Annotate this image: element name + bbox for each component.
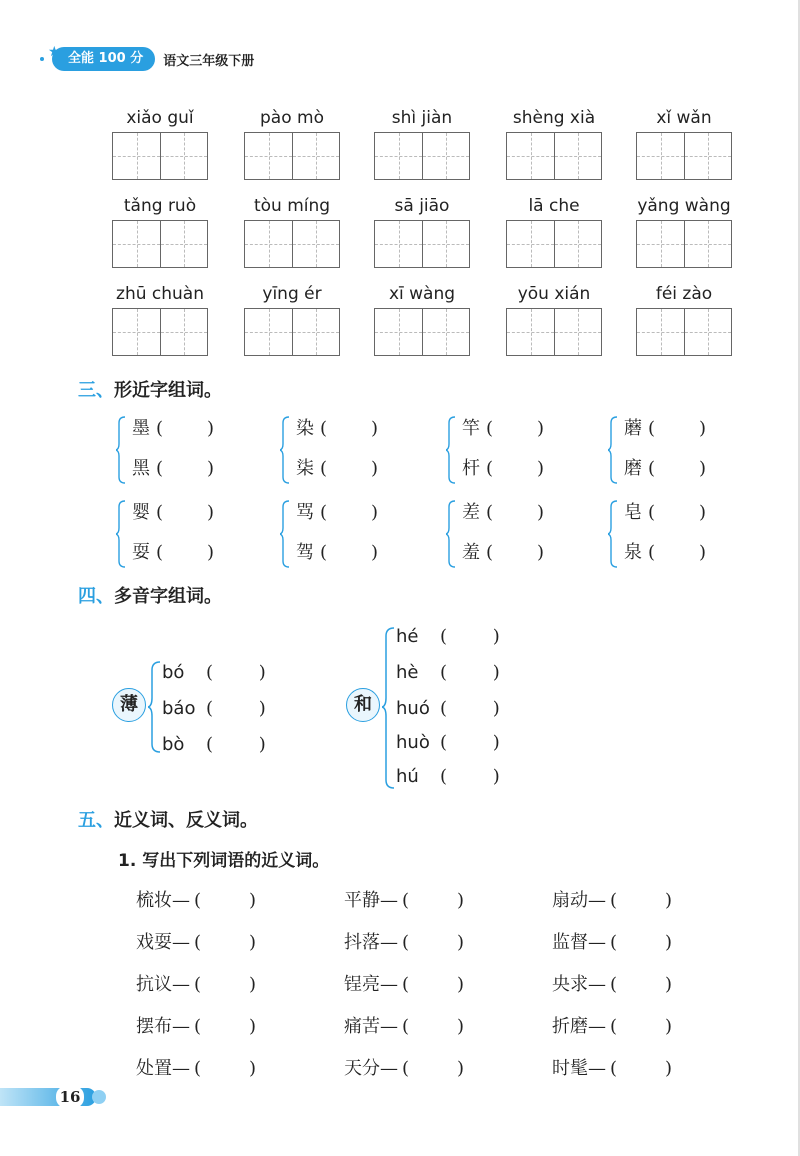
- reading-row: bó ( ): [162, 662, 266, 683]
- pair-row: [296, 498, 378, 524]
- answer-paren-open[interactable]: (: [648, 458, 656, 479]
- dash: —: [380, 974, 398, 995]
- brace-icon: [608, 416, 618, 484]
- reading: hé: [396, 626, 419, 647]
- answer-blank[interactable]: ( ): [610, 932, 673, 953]
- writing-box[interactable]: [112, 220, 208, 268]
- writing-box[interactable]: [112, 132, 208, 180]
- answer-paren-close: ): [207, 502, 215, 523]
- answer-paren-close: ): [371, 458, 379, 479]
- pair-row: [132, 498, 214, 524]
- char-pair: [608, 414, 738, 494]
- badge-label: 全能 100 分: [68, 51, 144, 66]
- char-pair: [280, 414, 410, 494]
- answer-paren-open[interactable]: (: [648, 418, 656, 439]
- pinyin-item: [506, 108, 602, 130]
- pair-row: [296, 414, 378, 440]
- synonym-item: [136, 1054, 256, 1080]
- brace-icon: [608, 500, 618, 568]
- dash: —: [588, 890, 606, 911]
- char-pair: [446, 414, 576, 494]
- pair-row: [132, 538, 214, 564]
- pair-row: [624, 498, 706, 524]
- answer-blank[interactable]: ( ): [402, 932, 465, 953]
- pinyin-text: lā che: [528, 196, 580, 216]
- brace-icon: [280, 500, 290, 568]
- pinyin-item: [112, 284, 208, 306]
- synonym-instruction: 1. 写出下列词语的近义词。: [118, 851, 330, 871]
- writing-square[interactable]: [684, 221, 731, 267]
- writing-box[interactable]: [374, 132, 470, 180]
- pinyin-item: [244, 108, 340, 130]
- writing-box[interactable]: [374, 308, 470, 356]
- writing-square[interactable]: [637, 221, 684, 267]
- writing-square[interactable]: [507, 309, 554, 355]
- synonym-item: [136, 886, 256, 912]
- dash: —: [380, 1058, 398, 1079]
- dash: —: [588, 1058, 606, 1079]
- synonym-item: [344, 928, 464, 954]
- similar-char: 羞: [462, 542, 480, 563]
- pinyin-text: xǐ wǎn: [656, 108, 712, 128]
- reading: hè: [396, 662, 419, 683]
- dash: —: [588, 1016, 606, 1037]
- answer-blank[interactable]: ( ): [402, 1016, 465, 1037]
- reading: hú: [396, 766, 419, 787]
- brace-icon: [280, 416, 290, 484]
- writing-square[interactable]: [375, 309, 422, 355]
- answer-paren-close: ): [537, 418, 545, 439]
- writing-square[interactable]: [637, 133, 684, 179]
- reading-row: hé ( ): [396, 626, 500, 647]
- writing-square[interactable]: [637, 309, 684, 355]
- answer-paren-open[interactable]: (: [486, 502, 494, 523]
- writing-box[interactable]: [112, 308, 208, 356]
- pinyin-text: tòu míng: [253, 196, 331, 216]
- dash: —: [380, 890, 398, 911]
- writing-square[interactable]: [375, 221, 422, 267]
- writing-box[interactable]: [636, 308, 732, 356]
- reading-row: hú ( ): [396, 766, 500, 787]
- answer-blank[interactable]: ( ): [610, 890, 673, 911]
- similar-char: 皂: [624, 502, 642, 523]
- synonym-item: [552, 886, 672, 912]
- similar-char: 竿: [462, 418, 480, 439]
- similar-char: 骂: [296, 502, 314, 523]
- synonym-item: [136, 970, 256, 996]
- answer-blank[interactable]: ( ): [194, 932, 257, 953]
- char-pair: [116, 414, 246, 494]
- similar-char: 差: [462, 502, 480, 523]
- writing-box[interactable]: [506, 220, 602, 268]
- pair-row: [296, 454, 378, 480]
- answer-blank[interactable]: ( ): [610, 1058, 673, 1079]
- brace-icon: [148, 660, 162, 754]
- book-subtitle: 语文三年级下册: [163, 53, 255, 69]
- similar-char: 磨: [624, 458, 642, 479]
- synonym-word: 天分: [344, 1058, 380, 1079]
- similar-char: 柒: [296, 458, 314, 479]
- answer-paren-open[interactable]: (: [486, 458, 494, 479]
- brace-icon: [116, 416, 126, 484]
- writing-square[interactable]: [292, 133, 339, 179]
- synonym-word: 戏耍: [136, 932, 172, 953]
- pinyin-item: [636, 284, 732, 306]
- dash: —: [380, 1016, 398, 1037]
- pinyin-item: [112, 196, 208, 218]
- reading: huó: [396, 698, 430, 719]
- pinyin-text: pào mò: [260, 108, 324, 128]
- section-4-number: 四、: [78, 586, 114, 607]
- pinyin-text: yōu xián: [517, 284, 591, 304]
- pinyin-item: [506, 196, 602, 218]
- synonym-word: 折磨: [552, 1016, 588, 1037]
- answer-blank[interactable]: ( ): [402, 1058, 465, 1079]
- dash: —: [172, 1058, 190, 1079]
- similar-char: 蘑: [624, 418, 642, 439]
- pair-row: [462, 498, 544, 524]
- synonym-word: 梳妆: [136, 890, 172, 911]
- writing-square[interactable]: [160, 133, 207, 179]
- pair-row: [462, 538, 544, 564]
- brace-icon: [116, 500, 126, 568]
- writing-square[interactable]: [507, 221, 554, 267]
- page-number-tab: [0, 1086, 112, 1108]
- pinyin-text: shì jiàn: [391, 108, 453, 128]
- answer-paren-close: ): [699, 458, 707, 479]
- pinyin-text: yǎng wàng: [637, 196, 731, 216]
- answer-blank[interactable]: ( ): [610, 974, 673, 995]
- star-icon: ★: [48, 44, 61, 60]
- answer-paren-open[interactable]: (: [648, 502, 656, 523]
- reading-row: hè ( ): [396, 662, 500, 683]
- similar-char: 杆: [462, 458, 480, 479]
- writing-square[interactable]: [160, 309, 207, 355]
- header: [48, 44, 255, 74]
- char-pair: [608, 498, 738, 578]
- pinyin-text: tǎng ruò: [123, 196, 197, 216]
- answer-blank[interactable]: ( ): [194, 974, 257, 995]
- writing-square[interactable]: [160, 221, 207, 267]
- pinyin-text: sā jiāo: [394, 196, 450, 216]
- writing-square[interactable]: [554, 221, 601, 267]
- answer-paren-close: ): [207, 418, 215, 439]
- polyphone-char-bao: 薄: [112, 688, 146, 722]
- answer-paren-open[interactable]: (: [486, 542, 494, 563]
- synonym-item: [136, 1012, 256, 1038]
- synonym-item: [344, 886, 464, 912]
- writing-square[interactable]: [507, 133, 554, 179]
- pair-row: [462, 454, 544, 480]
- section-5-title: 近义词、反义词。: [114, 810, 258, 831]
- page-tab-dot: [92, 1090, 106, 1104]
- similar-char: 黑: [132, 458, 150, 479]
- reading-row: huó ( ): [396, 698, 500, 719]
- writing-square[interactable]: [554, 309, 601, 355]
- answer-paren-open[interactable]: (: [156, 418, 164, 439]
- dash: —: [380, 932, 398, 953]
- pinyin-item: [112, 108, 208, 130]
- brace-icon: [382, 626, 396, 790]
- pair-row: [132, 414, 214, 440]
- writing-square[interactable]: [684, 309, 731, 355]
- dash: —: [172, 932, 190, 953]
- answer-paren-close: ): [207, 458, 215, 479]
- pinyin-item: [636, 196, 732, 218]
- writing-square[interactable]: [422, 309, 469, 355]
- dash: —: [172, 1016, 190, 1037]
- writing-square[interactable]: [113, 309, 160, 355]
- pinyin-item: [244, 196, 340, 218]
- pinyin-text: xī wàng: [388, 284, 456, 304]
- answer-paren-open[interactable]: (: [320, 542, 328, 563]
- answer-blank[interactable]: ( ): [610, 1016, 673, 1037]
- synonym-word: 锃亮: [344, 974, 380, 995]
- synonym-word: 痛苦: [344, 1016, 380, 1037]
- answer-blank[interactable]: ( ): [402, 974, 465, 995]
- answer-paren-close: ): [537, 542, 545, 563]
- synonym-item: [552, 1054, 672, 1080]
- answer-paren-open[interactable]: (: [156, 502, 164, 523]
- synonym-word: 时髦: [552, 1058, 588, 1079]
- writing-square[interactable]: [113, 133, 160, 179]
- synonym-item: [344, 970, 464, 996]
- similar-char: 泉: [624, 542, 642, 563]
- writing-box[interactable]: [506, 132, 602, 180]
- writing-square[interactable]: [113, 221, 160, 267]
- answer-paren-open[interactable]: (: [320, 418, 328, 439]
- answer-blank[interactable]: ( ): [402, 890, 465, 911]
- writing-square[interactable]: [375, 133, 422, 179]
- section-3-title: 形近字组词。: [114, 380, 222, 401]
- writing-square[interactable]: [245, 133, 292, 179]
- pinyin-text: zhū chuàn: [116, 284, 204, 304]
- reading: bó: [162, 662, 185, 683]
- synonym-word: 央求: [552, 974, 588, 995]
- answer-paren-close: ): [371, 542, 379, 563]
- answer-paren-close: ): [371, 502, 379, 523]
- reading-row: bò ( ): [162, 734, 266, 755]
- pinyin-text: shèng xià: [512, 108, 596, 128]
- section-3-number: 三、: [78, 380, 114, 401]
- synonym-word: 扇动: [552, 890, 588, 911]
- pair-row: [624, 454, 706, 480]
- synonym-word: 抗议: [136, 974, 172, 995]
- writing-box[interactable]: [636, 132, 732, 180]
- answer-paren-open[interactable]: (: [648, 542, 656, 563]
- answer-paren-open[interactable]: (: [320, 458, 328, 479]
- answer-paren-open[interactable]: (: [156, 458, 164, 479]
- dash: —: [172, 890, 190, 911]
- pinyin-item: [244, 284, 340, 306]
- section-4-title: 多音字组词。: [114, 586, 222, 607]
- reading-row: báo ( ): [162, 698, 266, 719]
- brace-icon: [446, 416, 456, 484]
- answer-paren-open[interactable]: (: [320, 502, 328, 523]
- section-5-heading: [78, 806, 258, 832]
- char-pair: [116, 498, 246, 578]
- writing-box[interactable]: [506, 308, 602, 356]
- pinyin-item: [374, 108, 470, 130]
- section-4-heading: [78, 582, 222, 608]
- writing-square[interactable]: [245, 221, 292, 267]
- answer-paren-close: ): [699, 542, 707, 563]
- similar-char: 驾: [296, 542, 314, 563]
- pinyin-text: yīng ér: [262, 284, 322, 304]
- writing-square[interactable]: [292, 309, 339, 355]
- char-pair: [446, 498, 576, 578]
- reading: bò: [162, 734, 185, 755]
- pair-row: [624, 414, 706, 440]
- writing-box[interactable]: [636, 220, 732, 268]
- answer-paren-close: ): [537, 502, 545, 523]
- synonym-item: [552, 970, 672, 996]
- answer-paren-close: ): [699, 418, 707, 439]
- pinyin-item: [506, 284, 602, 306]
- similar-char: 婴: [132, 502, 150, 523]
- reading: huò: [396, 732, 430, 753]
- synonym-item: [552, 928, 672, 954]
- reading: báo: [162, 698, 196, 719]
- dash: —: [588, 932, 606, 953]
- writing-box[interactable]: [244, 308, 340, 356]
- answer-blank[interactable]: ( ): [194, 890, 257, 911]
- writing-square[interactable]: [422, 221, 469, 267]
- writing-square[interactable]: [422, 133, 469, 179]
- reading-row: huò ( ): [396, 732, 500, 753]
- answer-paren-open[interactable]: (: [486, 418, 494, 439]
- synonym-word: 抖落: [344, 932, 380, 953]
- writing-square[interactable]: [554, 133, 601, 179]
- pinyin-text: féi zào: [655, 284, 713, 304]
- synonym-item: [136, 928, 256, 954]
- dash: —: [172, 974, 190, 995]
- answer-blank[interactable]: ( ): [194, 1058, 257, 1079]
- answer-blank[interactable]: ( ): [194, 1016, 257, 1037]
- section-3-heading: [78, 376, 222, 402]
- pair-row: [462, 414, 544, 440]
- writing-square[interactable]: [292, 221, 339, 267]
- synonym-item: [344, 1012, 464, 1038]
- answer-paren-close: ): [537, 458, 545, 479]
- pair-row: [132, 454, 214, 480]
- pinyin-item: [374, 284, 470, 306]
- series-badge: [48, 44, 155, 71]
- synonym-word: 监督: [552, 932, 588, 953]
- pair-row: [624, 538, 706, 564]
- pair-row: [296, 538, 378, 564]
- dot-icon: [40, 57, 44, 61]
- section-5-number: 五、: [78, 810, 114, 831]
- writing-box[interactable]: [244, 220, 340, 268]
- polyphone-char-he: 和: [346, 688, 380, 722]
- answer-paren-close: ): [371, 418, 379, 439]
- synonym-word: 处置: [136, 1058, 172, 1079]
- dash: —: [588, 974, 606, 995]
- pinyin-item: [374, 196, 470, 218]
- similar-char: 染: [296, 418, 314, 439]
- synonym-word: 平静: [344, 890, 380, 911]
- writing-square[interactable]: [245, 309, 292, 355]
- pinyin-text: xiǎo guǐ: [126, 108, 194, 128]
- similar-char: 墨: [132, 418, 150, 439]
- answer-paren-open[interactable]: (: [156, 542, 164, 563]
- brace-icon: [446, 500, 456, 568]
- synonym-item: [552, 1012, 672, 1038]
- answer-paren-close: ): [207, 542, 215, 563]
- synonym-item: [344, 1054, 464, 1080]
- answer-paren-close: ): [699, 502, 707, 523]
- writing-square[interactable]: [684, 133, 731, 179]
- pinyin-item: [636, 108, 732, 130]
- page-number: 16: [56, 1086, 84, 1108]
- writing-box[interactable]: [374, 220, 470, 268]
- writing-box[interactable]: [244, 132, 340, 180]
- synonym-word: 摆布: [136, 1016, 172, 1037]
- similar-char: 耍: [132, 542, 150, 563]
- char-pair: [280, 498, 410, 578]
